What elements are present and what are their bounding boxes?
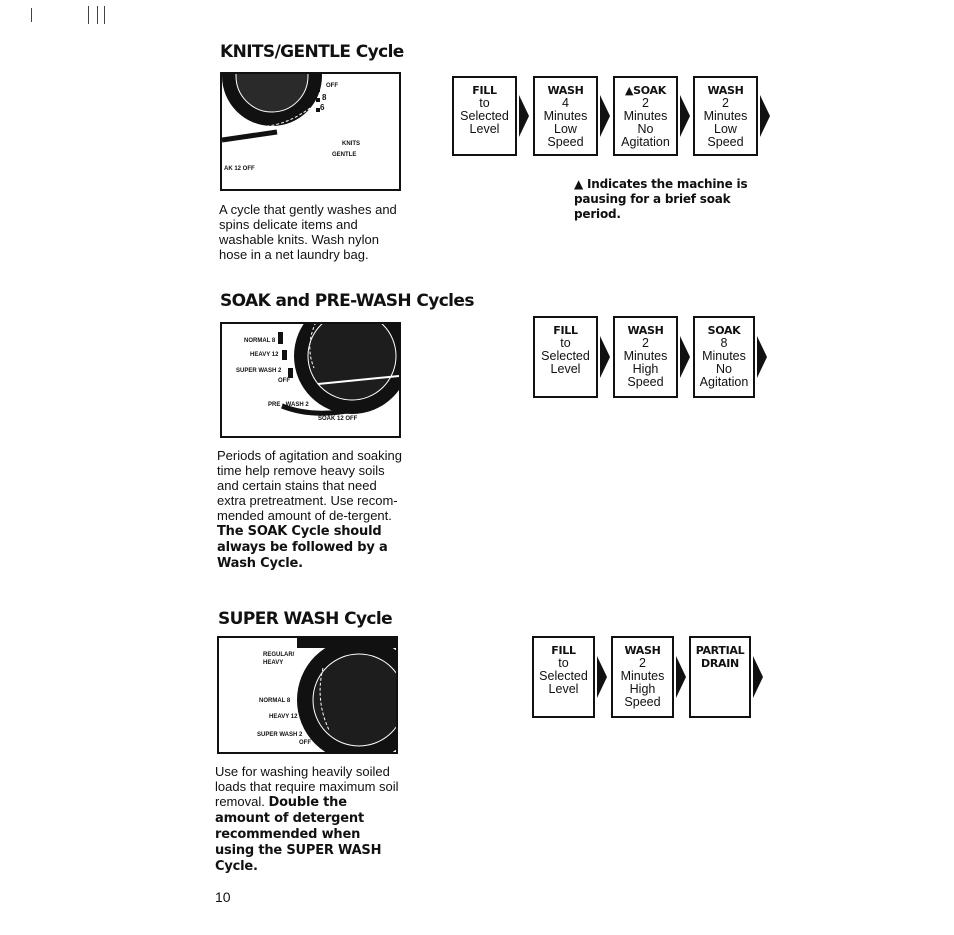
flow-arrow-icon	[599, 336, 611, 378]
flow-arrow-icon	[518, 95, 530, 137]
superwash-description-plain: Use for washing heavily soiled loads that require maximum soil removal.	[215, 764, 399, 809]
soak-step-wash: WASH 2 Minutes High Speed	[613, 316, 678, 398]
dial-label: AK 12 OFF	[224, 166, 255, 172]
soak-description-bold: The SOAK Cycle should always be followed by a Wash Cycle.	[217, 524, 388, 571]
dial-label: NORMAL 8	[259, 698, 291, 704]
flow-arrow-icon	[679, 95, 691, 137]
scan-mark	[31, 8, 32, 22]
dial-label: KNITS	[342, 141, 360, 147]
dial-label: HEAVY 12	[269, 714, 298, 720]
knits-step-wash-1: WASH 4 Minutes Low Speed	[533, 76, 598, 156]
knits-title: KNITS/GENTLE Cycle	[220, 42, 404, 62]
flow-arrow-icon	[756, 336, 768, 378]
page-number: 10	[215, 889, 231, 905]
knits-dial-image	[220, 72, 401, 191]
soak-step-fill: FILL to Selected Level	[533, 316, 598, 398]
superwash-step-fill: FILL to Selected Level	[532, 636, 595, 718]
flow-arrow-icon	[596, 656, 608, 698]
superwash-description	[215, 764, 400, 874]
flow-arrow-icon	[752, 656, 764, 698]
flow-arrow-icon	[599, 95, 611, 137]
superwash-step-partial-drain: PARTIAL DRAIN	[689, 636, 751, 718]
dial-label: SUPER WASH 2	[236, 368, 282, 374]
flow-arrow-icon	[675, 656, 687, 698]
dial-label: REGULAR/	[263, 652, 295, 658]
soak-dial-image	[220, 322, 401, 438]
knits-soak-note: ▲ Indicates the machine is pausing for a brief soak period.	[574, 177, 748, 221]
flow-arrow-icon	[679, 336, 691, 378]
knits-step-wash-2: WASH 2 Minutes Low Speed	[693, 76, 758, 156]
dial-label: SUPER WASH 2	[257, 732, 303, 738]
soak-description-plain: Periods of agitation and soaking time help remove heavy soils and certain stains that need extra pretreatment. Use recom-mended amount of de-tergent.	[217, 448, 403, 523]
superwash-step-wash: WASH 2 Minutes High Speed	[611, 636, 674, 718]
dial-label: 6	[320, 103, 325, 112]
scan-mark	[104, 6, 105, 24]
dial-label: NORMAL 8	[244, 338, 276, 344]
knits-description: A cycle that gently washes and spins delicate items and washable knits. Wash nylon hose in a net laundry bag.	[219, 202, 397, 262]
knits-step-soak: ▲SOAK 2 Minutes No Agitation	[613, 76, 678, 156]
dial-label: OFF	[326, 83, 338, 89]
superwash-description-bold: Double the amount of detergent recommended when using the SUPER WASH Cycle.	[215, 795, 382, 874]
scan-mark	[97, 6, 98, 24]
dial-label: SOAK 12 OFF	[318, 416, 358, 422]
knits-step-fill: FILL to Selected Level	[452, 76, 517, 156]
dial-label: PRE - WASH 2	[268, 402, 309, 408]
scan-mark	[88, 6, 89, 24]
soak-title: SOAK and PRE-WASH Cycles	[220, 291, 474, 311]
superwash-dial-image	[217, 636, 398, 754]
dial-label: HEAVY 12	[250, 352, 279, 358]
flow-arrow-icon	[759, 95, 771, 137]
superwash-title: SUPER WASH Cycle	[218, 609, 393, 629]
dial-label: GENTLE	[332, 152, 357, 158]
dial-label: HEAVY	[263, 660, 284, 666]
soak-description	[217, 448, 402, 571]
dial-label: OFF	[278, 378, 290, 384]
dial-label: 8	[322, 93, 327, 102]
soak-step-soak: SOAK 8 Minutes No Agitation	[693, 316, 755, 398]
dial-label: OFF	[299, 740, 311, 746]
